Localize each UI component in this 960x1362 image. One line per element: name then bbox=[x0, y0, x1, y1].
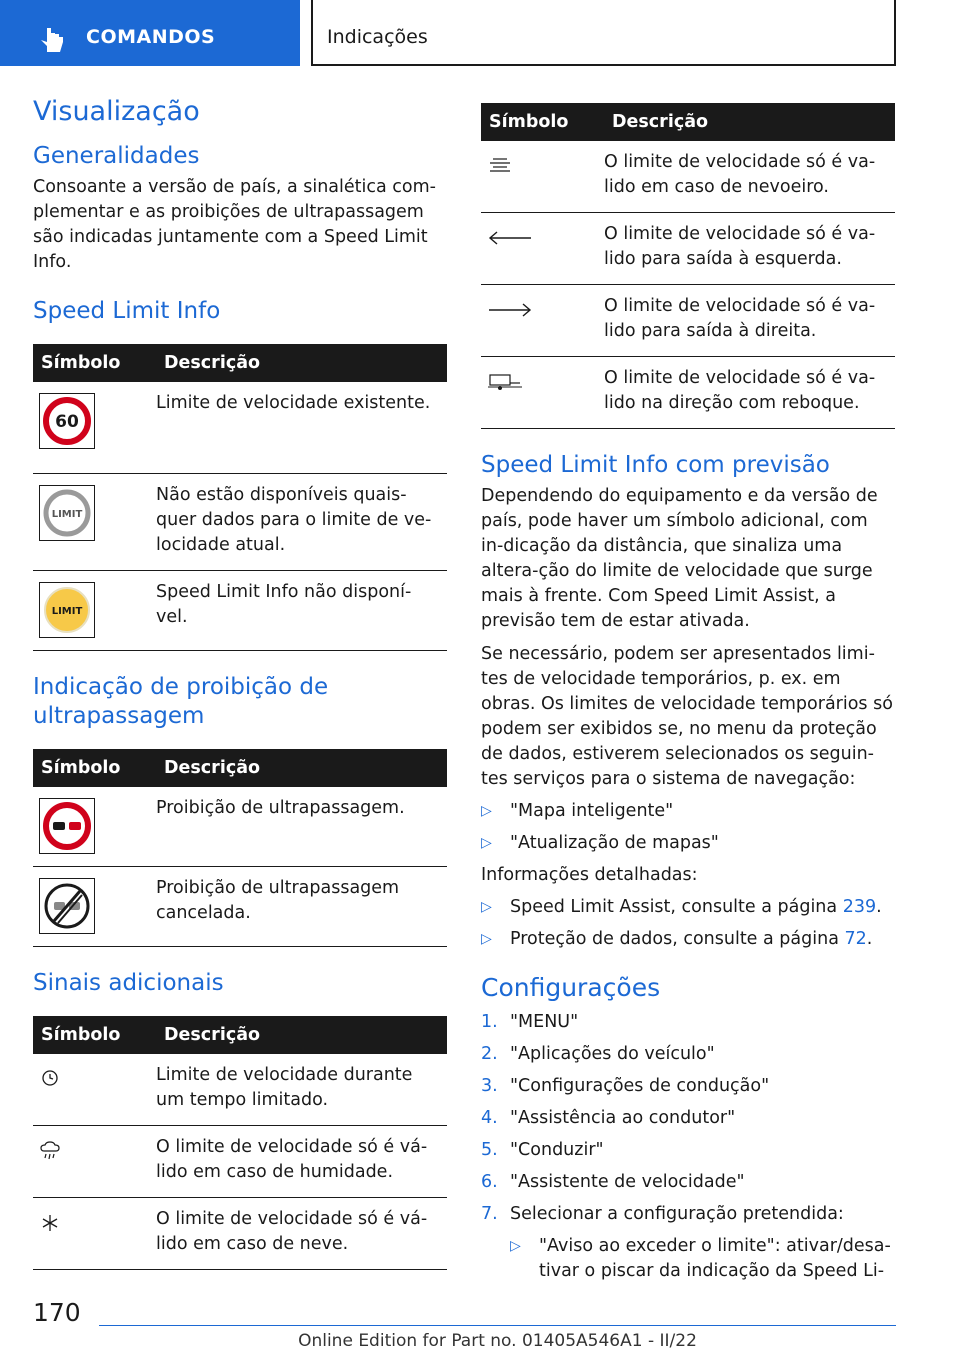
hand-pointer-icon bbox=[38, 28, 66, 54]
sign-text: LIMIT bbox=[51, 606, 83, 618]
column-header-description: Descrição bbox=[604, 103, 895, 141]
column-header-description: Descrição bbox=[156, 344, 447, 382]
table-row bbox=[33, 1054, 447, 1126]
column-header-symbol: Símbolo bbox=[481, 103, 604, 141]
list-item: ▷ "Mapa inteligente" bbox=[481, 799, 895, 824]
row-description: Não estão disponíveis quais-quer dados para o limite de ve-locidade atual. bbox=[156, 474, 447, 571]
list-item: ▷ Speed Limit Assist, consulte a página 239. bbox=[481, 895, 895, 920]
page-link-72[interactable]: 72 bbox=[844, 928, 867, 949]
column-header-description: Descrição bbox=[156, 749, 447, 787]
right-column bbox=[481, 103, 895, 1284]
page-title: Visualização bbox=[33, 96, 200, 127]
list-item: ▷ Proteção de dados, consulte a página 72. bbox=[481, 927, 895, 952]
left-column bbox=[33, 96, 447, 1270]
page-number: 170 bbox=[33, 1298, 81, 1327]
row-description: Limite de velocidade durante um tempo limitado. bbox=[156, 1054, 447, 1126]
table-row bbox=[33, 787, 447, 867]
column-header-symbol: Símbolo bbox=[33, 344, 156, 382]
services-list bbox=[481, 799, 895, 856]
list-item: 1. "MENU" bbox=[481, 1012, 579, 1032]
no-overtaking-sign-icon bbox=[39, 798, 95, 854]
triangle-bullet-icon: ▷ bbox=[481, 898, 492, 915]
list-item: 3. "Configurações de condução" bbox=[481, 1076, 770, 1096]
preview-paragraph-2: Se necessário, podem ser apresentados limi-tes de velocidade temporários, p. ex. em obras. Os limites de velocidade temporários só podem ser exibidos se, no menu da proteção de dados, estiverem selecionados os seguin-tes serviços para o sistema de navegação: bbox=[481, 643, 893, 789]
table-row bbox=[33, 1197, 447, 1269]
table-row bbox=[481, 213, 895, 285]
heading-preview: Speed Limit Info com previsão bbox=[481, 452, 830, 478]
additional-signs-table-continued bbox=[481, 103, 895, 429]
sign-text: 60 bbox=[55, 411, 79, 432]
table-row bbox=[481, 357, 895, 429]
row-description: Proibição de ultrapassagem. bbox=[156, 787, 447, 867]
section-label: COMANDOS bbox=[86, 26, 216, 48]
table-header-row bbox=[33, 344, 447, 382]
arrow-left-icon bbox=[487, 228, 533, 248]
triangle-bullet-icon: ▷ bbox=[481, 802, 492, 819]
rain-cloud-icon bbox=[39, 1141, 61, 1161]
row-description: O limite de velocidade só é va-lido em caso de nevoeiro. bbox=[604, 141, 895, 213]
footer-divider bbox=[99, 1325, 896, 1326]
overtaking-table bbox=[33, 749, 447, 947]
column-header-symbol: Símbolo bbox=[33, 749, 156, 787]
column-header-description: Descrição bbox=[156, 1016, 447, 1054]
row-description: O limite de velocidade só é vá-lido em caso de neve. bbox=[156, 1197, 447, 1269]
table-row bbox=[33, 474, 447, 571]
footer-edition: Online Edition for Part no. 01405A546A1 - II/22 bbox=[298, 1331, 697, 1351]
list-item: 5. "Conduzir" bbox=[481, 1140, 604, 1160]
row-description: O limite de velocidade só é va-lido para saída à direita. bbox=[604, 285, 895, 357]
preview-paragraph-1: Dependendo do equipamento e da versão de país, pode haver um símbolo adicional, com in-dicação da distância, que sinaliza uma altera-ção do limite de velocidade que surge mais à frente. Com Speed Limit Assist, a previsão tem de estar ativada. bbox=[481, 485, 878, 631]
list-item: 2. "Aplicações do veículo" bbox=[481, 1044, 715, 1064]
chapter-title-box bbox=[311, 0, 896, 66]
row-description: Proibição de ultrapassagem cancelada. bbox=[156, 866, 447, 946]
table-row bbox=[33, 866, 447, 946]
chapter-title: Indicações bbox=[327, 26, 428, 48]
details-label: Informações detalhadas: bbox=[481, 864, 698, 885]
table-row bbox=[33, 1125, 447, 1197]
arrow-right-icon bbox=[487, 300, 533, 320]
trailer-icon bbox=[487, 372, 523, 392]
speed-limit-table bbox=[33, 344, 447, 652]
list-item: ▷ "Aviso ao exceder o limite": ativar/desa-tivar o piscar da indicação da Speed Li- bbox=[510, 1236, 891, 1281]
column-header-symbol: Símbolo bbox=[33, 1016, 156, 1054]
list-item: ▷ "Atualização de mapas" bbox=[481, 831, 895, 856]
row-description: Limite de velocidade existente. bbox=[156, 382, 447, 474]
limit-unavailable-grey-icon bbox=[39, 485, 95, 541]
table-row bbox=[33, 382, 447, 474]
list-item: 6. "Assistente de velocidade" bbox=[481, 1172, 745, 1192]
additional-signs-table bbox=[33, 1016, 447, 1270]
page-header bbox=[0, 0, 960, 66]
details-list bbox=[481, 895, 895, 952]
section-tab[interactable] bbox=[0, 0, 300, 66]
heading-configuracoes: Configurações bbox=[481, 972, 661, 1002]
triangle-bullet-icon: ▷ bbox=[481, 834, 492, 851]
table-header-row bbox=[481, 103, 895, 141]
list-item: 7. Selecionar a configuração pretendida: bbox=[481, 1204, 844, 1224]
end-no-overtaking-sign-icon bbox=[39, 878, 95, 934]
snowflake-icon bbox=[39, 1213, 61, 1233]
row-description: Speed Limit Info não disponí-vel. bbox=[156, 571, 447, 651]
table-header-row bbox=[33, 749, 447, 787]
generalidades-text: Consoante a versão de país, a sinalética com-plementar e as proibições de ultrapassagem são indicadas juntamente com a Speed Limit Info. bbox=[33, 177, 436, 273]
clock-icon bbox=[39, 1069, 61, 1087]
table-row bbox=[33, 571, 447, 651]
table-row bbox=[481, 285, 895, 357]
sign-text: LIMIT bbox=[51, 509, 83, 521]
row-description: O limite de velocidade só é vá-lido em caso de humidade. bbox=[156, 1125, 447, 1197]
fog-icon bbox=[487, 156, 513, 176]
row-description: O limite de velocidade só é va-lido na direção com reboque. bbox=[604, 357, 895, 429]
speed-limit-60-sign-icon bbox=[39, 393, 95, 449]
triangle-bullet-icon: ▷ bbox=[510, 1238, 521, 1254]
sub-options-list bbox=[481, 1234, 895, 1284]
table-header-row bbox=[33, 1016, 447, 1054]
steps-list bbox=[481, 1010, 895, 1227]
heading-generalidades: Generalidades bbox=[33, 143, 200, 170]
heading-overtaking: Indicação de proibição de ultrapassagem bbox=[33, 674, 329, 730]
limit-unavailable-yellow-icon bbox=[39, 582, 95, 638]
heading-speed-limit-info: Speed Limit Info bbox=[33, 298, 221, 325]
triangle-bullet-icon: ▷ bbox=[481, 930, 492, 947]
table-row bbox=[481, 141, 895, 213]
heading-additional-signs: Sinais adicionais bbox=[33, 969, 224, 996]
list-item: 4. "Assistência ao condutor" bbox=[481, 1108, 736, 1128]
page-link-239[interactable]: 239 bbox=[842, 896, 877, 917]
row-description: O limite de velocidade só é va-lido para saída à esquerda. bbox=[604, 213, 895, 285]
